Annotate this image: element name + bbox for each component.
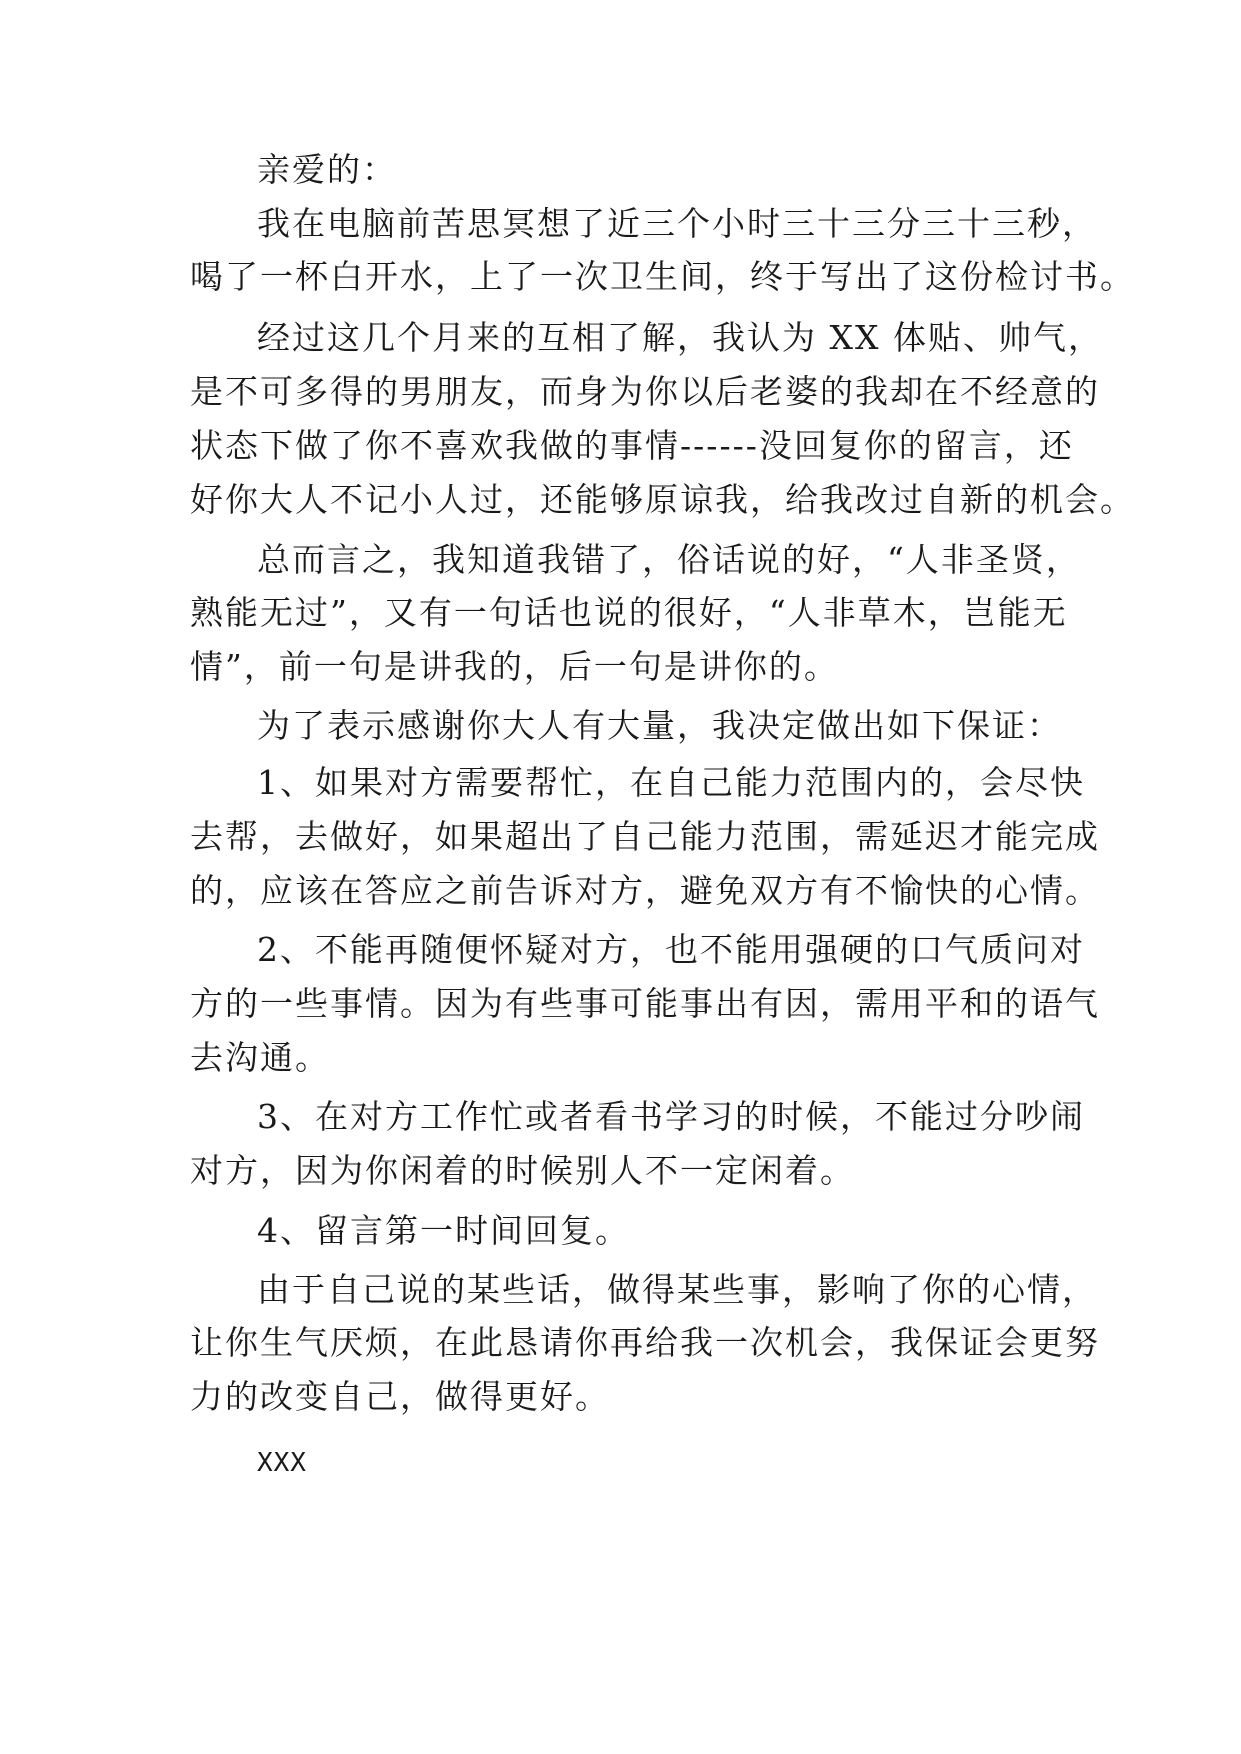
paragraph-line: 经过这几个月来的互相了解，我认为 XX 体贴、帅气， bbox=[257, 318, 1103, 357]
paragraph-line: 熟能无过”，又有一句话也说的很好，“人非草木，岂能无 bbox=[190, 593, 1068, 632]
paragraph-line: 我在电脑前苦思冥想了近三个小时三十三分三十三秒， bbox=[257, 204, 1097, 243]
paragraph-line: 2、不能再随便怀疑对方，也不能用强硬的口气质问对 bbox=[257, 930, 1085, 969]
paragraph-line: 4、留言第一时间回复。 bbox=[257, 1211, 630, 1250]
paragraph-line: 方的一些事情。因为有些事可能事出有因，需用平和的语气 bbox=[190, 984, 1100, 1023]
paragraph-line: 力的改变自己，做得更好。 bbox=[190, 1377, 610, 1416]
paragraph-line: 状态下做了你不喜欢我做的事情------没回复你的留言，还 bbox=[190, 426, 1074, 465]
paragraph-line: 是不可多得的男朋友，而身为你以后老婆的我却在不经意的 bbox=[190, 372, 1100, 411]
paragraph-line: 对方，因为你闲着的时候别人不一定闲着。 bbox=[190, 1151, 855, 1190]
paragraph-line: 去帮，去做好，如果超出了自己能力范围，需延迟才能完成 bbox=[190, 817, 1100, 856]
paragraph-line: 去沟通。 bbox=[190, 1038, 330, 1077]
signature: XXX bbox=[257, 1448, 307, 1478]
paragraph-line: 1、如果对方需要帮忙，在自己能力范围内的，会尽快 bbox=[257, 763, 1085, 802]
paragraph-line: 为了表示感谢你大人有大量，我决定做出如下保证： bbox=[257, 706, 1062, 745]
paragraph-line: 喝了一杯白开水，上了一次卫生间，终于写出了这份检讨书。 bbox=[190, 257, 1135, 296]
paragraph-line: 由于自己说的某些话，做得某些事，影响了你的心情， bbox=[257, 1270, 1097, 1309]
paragraph-line: 3、在对方工作忙或者看书学习的时候，不能过分吵闹 bbox=[257, 1097, 1085, 1136]
paragraph-line: 情”，前一句是讲我的，后一句是讲你的。 bbox=[190, 647, 839, 686]
salutation: 亲爱的： bbox=[257, 150, 397, 189]
paragraph-line: 总而言之，我知道我错了，俗话说的好，“人非圣贤， bbox=[257, 540, 1081, 579]
paragraph-line: 让你生气厌烦，在此恳请你再给我一次机会，我保证会更努 bbox=[190, 1323, 1100, 1362]
paragraph-line: 好你大人不记小人过，还能够原谅我，给我改过自新的机会。 bbox=[190, 480, 1135, 519]
paragraph-line: 的，应该在答应之前告诉对方，避免双方有不愉快的心情。 bbox=[190, 871, 1100, 910]
